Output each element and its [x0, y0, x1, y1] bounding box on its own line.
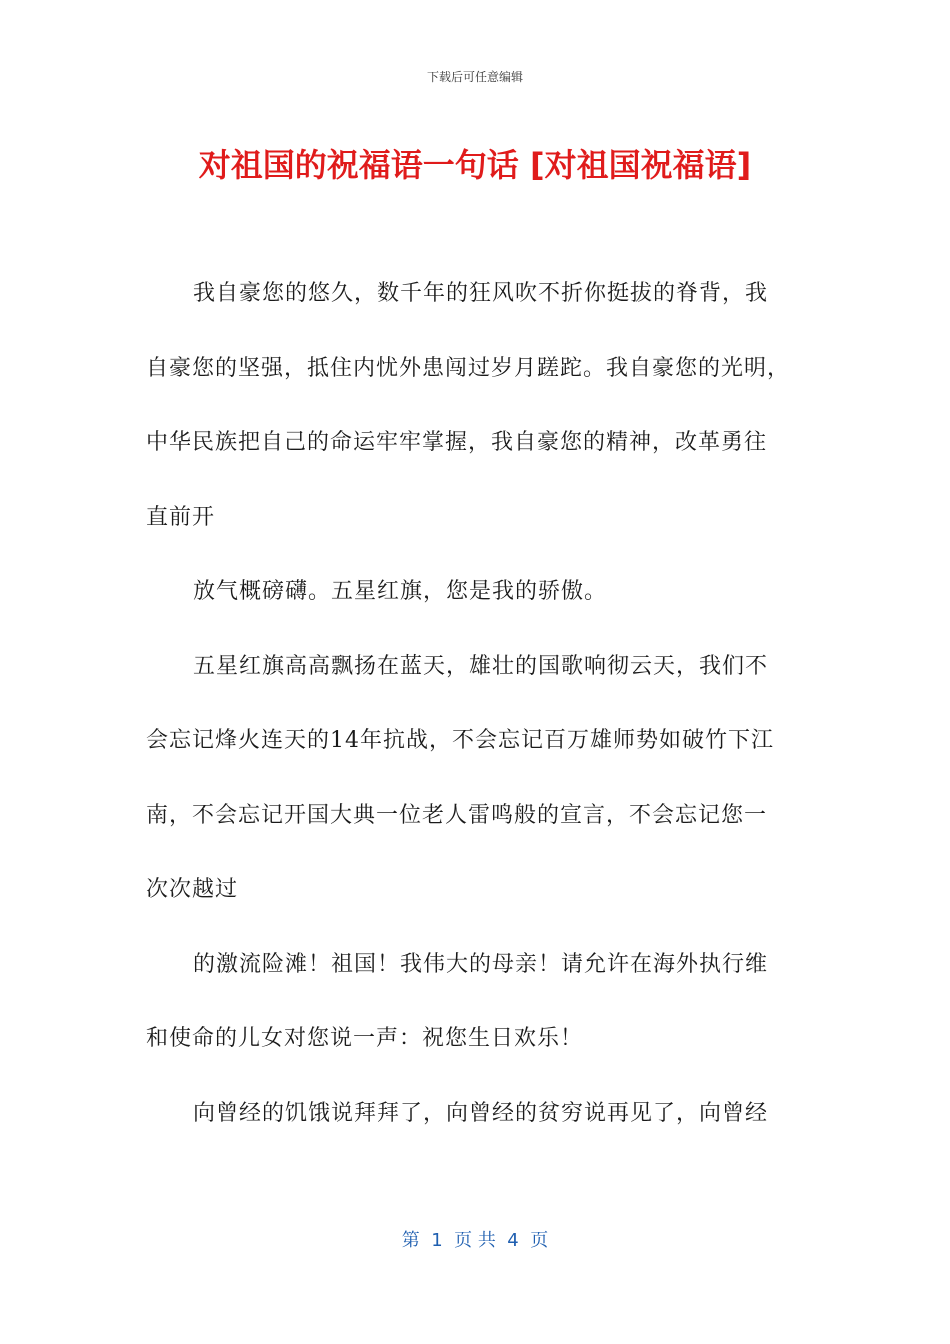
text-line: 我自豪您的悠久，数千年的狂风吹不折你挺拔的脊背，我 — [193, 281, 769, 306]
text-line: 中华民族把自己的命运牢牢掌握，我自豪您的精神，改革勇往 — [146, 430, 768, 455]
text-line: 南，不会忘记开国大典一位老人雷鸣般的宣言，不会忘记您一 — [146, 802, 768, 828]
text-line: 次次越过 — [146, 877, 239, 902]
text-line: 会忘记烽火连天的14年抗战，不会忘记百万雄师势如破竹下江 — [146, 728, 774, 753]
text-line: 放气概磅礴。五星红旗，您是我的骄傲。 — [193, 579, 608, 604]
page-number: 第 1 页 共 4 页 — [401, 1230, 549, 1251]
text-line: 向曾经的饥饿说拜拜了，向曾经的贫穷说再见了，向曾经 — [193, 1100, 769, 1126]
header-note: 下载后可任意编辑 — [426, 70, 523, 84]
text-line: 和使命的儿女对您说一声：祝您生日欢乐！ — [146, 1026, 584, 1051]
text-line: 的激流险滩！祖国！我伟大的母亲！请允许在海外执行维 — [193, 951, 769, 977]
text-line: 自豪您的坚强，抵住内忧外患闯过岁月蹉跎。我自豪您的光明， — [146, 355, 791, 381]
document-body — [146, 262, 806, 1156]
document-title: 对祖国的祝福语一句话 [对祖国祝福语] — [198, 146, 752, 184]
text-line: 五星红旗高高飘扬在蓝天，雄壮的国歌响彻云天，我们不 — [193, 653, 769, 679]
text-line: 直前开 — [146, 504, 216, 530]
